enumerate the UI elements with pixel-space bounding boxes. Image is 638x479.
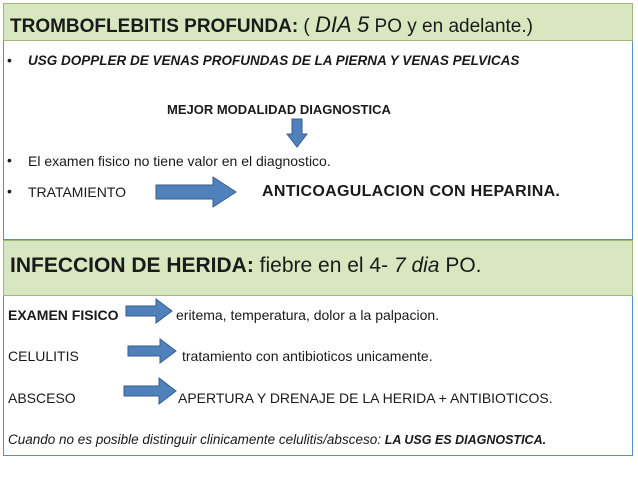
right-arrow-icon — [125, 298, 173, 324]
title-rest: PO y en adelante.) — [369, 16, 533, 37]
row-label-exam: EXAMEN FISICO — [8, 307, 119, 323]
section1-box — [3, 41, 633, 240]
bullet-dot: • — [7, 152, 12, 168]
title-mid: fiebre en el 4- — [253, 254, 394, 277]
down-arrow-icon — [286, 118, 308, 148]
row-value-exam: eritema, temperatura, dolor a la palpacion. — [176, 307, 440, 323]
bullet-dot: • — [7, 183, 12, 199]
bullet2-text: El examen fisico no tiene valor en el diagnostico. — [28, 153, 331, 169]
note-bold: LA USG ES DIAGNOSTICA. — [384, 433, 547, 447]
section2-title — [10, 254, 482, 278]
right-arrow-icon — [127, 338, 177, 364]
right-arrow-icon — [123, 377, 177, 405]
note-italic: Cuando no es posible distinguir clinicamente celulitis/absceso: — [8, 432, 385, 447]
row-label-cellulitis: CELULITIS — [8, 348, 79, 364]
right-arrow-icon — [155, 176, 237, 208]
row-value-abscess: APERTURA Y DRENAJE DE LA HERIDA + ANTIBIOTICOS. — [178, 390, 553, 406]
section1-title — [10, 12, 533, 38]
diagnosis-note — [8, 432, 546, 447]
title-bold: INFECCION DE HERIDA: — [10, 254, 254, 277]
title-open: ( — [298, 16, 316, 37]
section1-header — [3, 3, 633, 41]
title-end: PO. — [439, 254, 482, 277]
row-label-abscess: ABSCESO — [8, 390, 76, 406]
treatment-result: ANTICOAGULACION CON HEPARINA. — [262, 183, 561, 200]
best-modality-label: MEJOR MODALIDAD DIAGNOSTICA — [167, 102, 391, 117]
title-day: 7 dia — [393, 254, 440, 277]
section2-header — [3, 240, 633, 296]
bullet-dot: • — [7, 52, 12, 68]
row-value-cellulitis: tratamiento con antibioticos unicamente. — [182, 348, 433, 364]
bullet1-text: USG DOPPLER DE VENAS PROFUNDAS DE LA PIERNA Y VENAS PELVICAS — [28, 53, 520, 68]
treatment-label: TRATAMIENTO — [28, 184, 126, 200]
title-day: DIA 5 — [315, 12, 370, 37]
title-bold: TROMBOFLEBITIS PROFUNDA: — [10, 16, 299, 37]
